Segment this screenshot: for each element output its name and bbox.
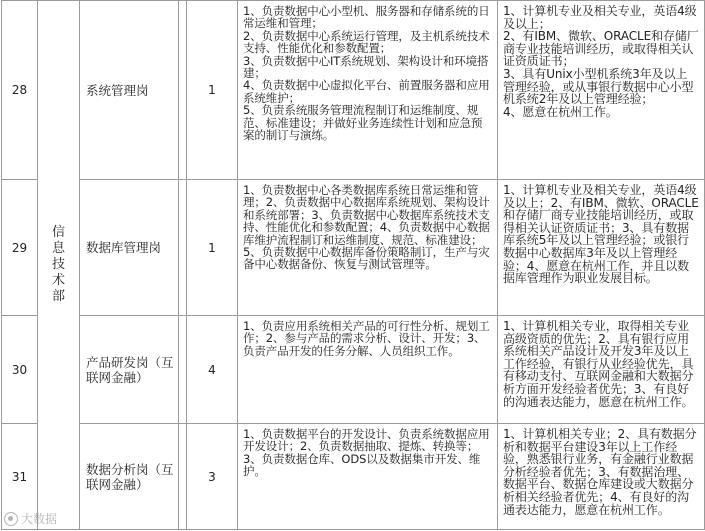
row-number: 31 xyxy=(2,424,38,530)
spacer-cell xyxy=(179,180,187,316)
post-name: 系统管理岗 xyxy=(80,1,179,180)
table-row xyxy=(2,424,705,530)
headcount: 3 xyxy=(187,424,238,530)
post-name: 产品研发岗（互联网金融） xyxy=(80,316,179,424)
department-name: 信息技术部 xyxy=(51,225,65,304)
department-cell xyxy=(38,1,80,530)
post-name: 数据库管理岗 xyxy=(80,180,179,316)
duties-cell: 1、负责应用系统相关产品的可行性分析、规划工作；2、参与产品的需求分析、设计、开发；3、负责产品开发的任务分解、人员组织工作。 xyxy=(238,316,498,424)
headcount: 1 xyxy=(187,180,238,316)
watermark-logo-icon xyxy=(4,512,18,526)
duties-cell: 1、负责数据中心各类数据库系统日常运维和管理；2、负责数据中心数据库系统规划、架构设计和系统部署；3、负责数据中心数据库系统技术支持、性能优化和参数配置；4、负责数据中心数据库维护流程制订和运维制度、规范、标准建设；5、负责数据中心数据库备份策略制订，生产与灾备中心数据备份、恢复与测试管理等。 xyxy=(238,180,498,316)
spacer-cell xyxy=(179,424,187,530)
duties-cell: 1、负责数据平台的开发设计、负责系统数据应用开发设计；2、负责数据抽取、提炼、转换等；3、负责数据仓库、ODS以及数据集市开发、维护。 xyxy=(238,424,498,530)
watermark-text: 大数据 xyxy=(21,512,58,526)
requirements-cell: 1、计算机专业及相关专业，英语4级及以上；2、有IBM、微软、ORACLE和存储厂商专业技能培训经历，或取得相关认证资质证书；3、具有数据库系统5年及以上管理经验；或银行数据中心数据库3年及以上管理经验；4、愿意在杭州工作，并且以数据库管理作为职业发展目标。 xyxy=(498,180,705,316)
duties-cell: 1、负责数据中心小型机、服务器和存储系统的日常运维和管理； 2、负责数据中心系统运行管理，及主机系统技术支持、性能优化和参数配置； 3、负责数据中心IT系统规划、架构设计和环境搭建； 4、负责数据中心虚拟化平台、前置服务器和应用系统维护； 5、负责系统服务管理流程制订和运维制度、规范、标准建设；并做好业务连续性计划和应急预案的制订与演练。 xyxy=(238,1,498,180)
row-number: 30 xyxy=(2,316,38,424)
table-row xyxy=(2,180,705,316)
spacer-cell xyxy=(179,1,187,180)
requirements-cell: 1、计算机相关专业；2、具有数据分析和数据平台建设3年以上工作经验，熟悉银行业务，有金融行业数据分析经验者优先；3、有数据治理、数据平台、数据仓库建设或大数据分析相关经验者优先；4、有良好的沟通表达能力，愿意在杭州工作。 xyxy=(498,424,705,530)
headcount: 4 xyxy=(187,316,238,424)
watermark xyxy=(4,510,57,527)
requirements-cell: 1、计算机专业及相关专业，英语4级及以上； 2、有IBM、微软、ORACLE和存储厂商专业技能培训经历，或取得相关认证资质证书； 3、具有Unix小型机系统3年及以上管理经验，或从事银行数据中心小型机系统2年及以上管理经验； 4、愿意在杭州工作。 xyxy=(498,1,705,180)
row-number: 29 xyxy=(2,180,38,316)
job-posting-table xyxy=(1,0,705,530)
table-row xyxy=(2,316,705,424)
post-name: 数据分析岗（互联网金融） xyxy=(80,424,179,530)
row-number: 28 xyxy=(2,1,38,180)
spacer-cell xyxy=(179,316,187,424)
headcount: 1 xyxy=(187,1,238,180)
table-row xyxy=(2,1,705,180)
requirements-cell: 1、计算机相关专业，取得相关专业高级资质的优先；2、具有银行应用系统相关产品设计及开发3年及以上工作经验，有银行从业经验优先，具有移动支付、互联网金融和大数据分析方面开发经验者优先；3、有良好的沟通表达能力，愿意在杭州工作。 xyxy=(498,316,705,424)
